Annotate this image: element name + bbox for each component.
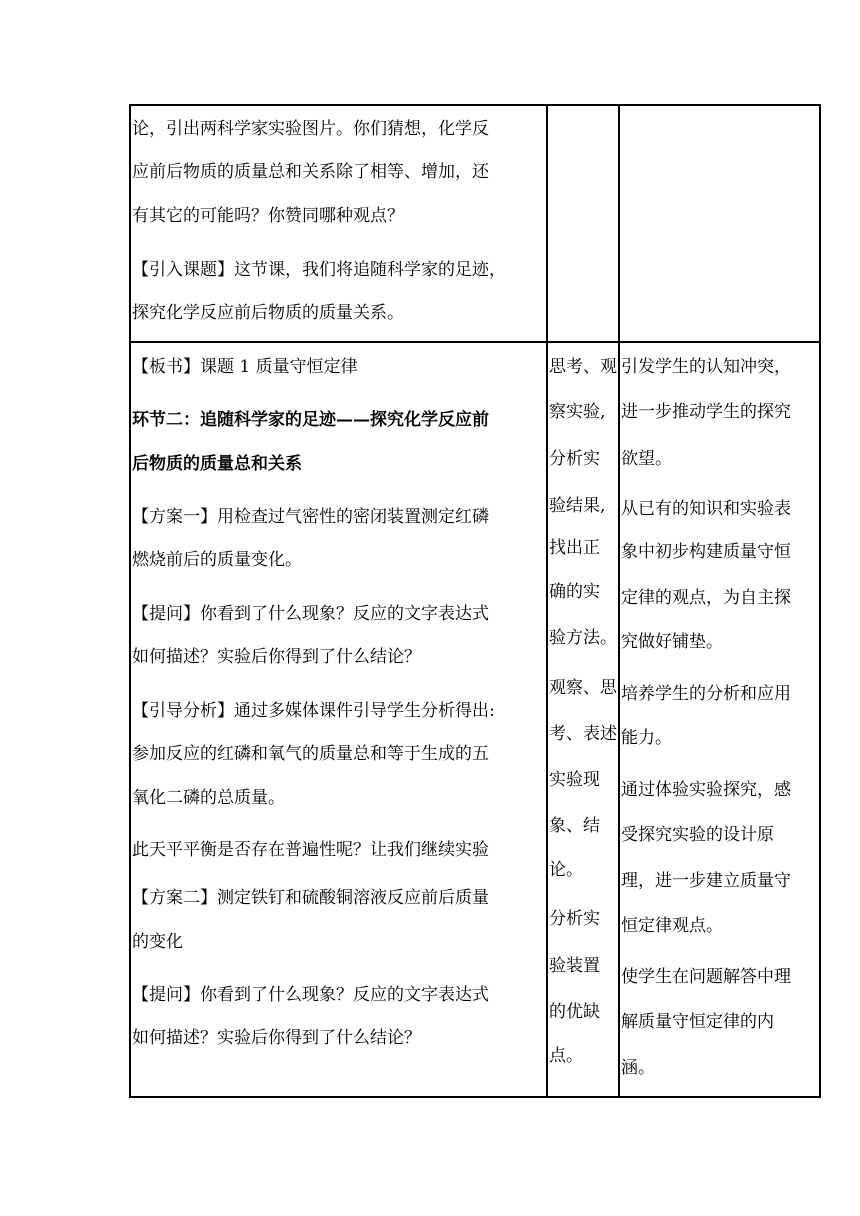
table-border-right [819, 104, 821, 1098]
column-divider-1 [546, 104, 548, 1098]
row-divider [129, 341, 821, 343]
row2-content-line: 燃烧前后的质量变化。 [132, 550, 302, 570]
table-border-bottom [129, 1096, 821, 1098]
row2-content-line: 【板书】课题 1 质量守恒定律 [132, 357, 358, 377]
student-activity-line: 观察、思 [549, 678, 617, 698]
design-intent-line: 引发学生的认知冲突， [621, 357, 791, 377]
row2-section-heading: 后物质的质量总和关系 [132, 454, 302, 474]
table-border-top [129, 104, 821, 106]
student-activity-line: 验结果, [549, 496, 606, 516]
row2-content-line: 如何描述？实验后你得到了什么结论？ [132, 647, 421, 667]
student-activity-line: 找出正 [549, 538, 600, 558]
row2-section-heading: 环节二：追随科学家的足迹——探究化学反应前 [132, 410, 489, 430]
row1-content-line: 探究化学反应前后物质的质量关系。 [132, 303, 404, 323]
row1-content-line: 应前后物质的质量总和关系除了相等、增加，还 [132, 162, 489, 182]
design-intent-line: 进一步推动学生的探究 [621, 402, 791, 422]
row2-content-line: 如何描述？实验后你得到了什么结论？ [132, 1028, 421, 1048]
row2-content-line: 参加反应的红磷和氧气的质量总和等于生成的五 [132, 744, 489, 764]
design-intent-line: 受探究实验的设计原 [621, 825, 774, 845]
student-activity-line: 分析实 [549, 909, 600, 929]
student-activity-line: 实验现 [549, 770, 600, 790]
student-activity-line: 象、结 [549, 816, 600, 836]
row2-content-line: 【提问】你看到了什么现象？反应的文字表达式 [132, 604, 489, 624]
table-border-left [129, 104, 131, 1098]
design-intent-line: 从已有的知识和实验表 [621, 499, 791, 519]
row2-content-line: 【提问】你看到了什么现象？反应的文字表达式 [132, 985, 489, 1005]
design-intent-line: 定律的观点，为自主探 [621, 588, 791, 608]
design-intent-line: 使学生在问题解答中理 [621, 967, 791, 987]
row2-content-line: 此天平平衡是否存在普遍性呢？让我们继续实验 [132, 840, 489, 860]
design-intent-line: 象中初步构建质量守恒 [621, 542, 791, 562]
student-activity-line: 验装置 [549, 956, 600, 976]
design-intent-line: 涵。 [621, 1058, 655, 1078]
row2-content-line: 【方案一】用检查过气密性的密闭装置测定红磷 [132, 507, 489, 527]
student-activity-line: 验方法。 [549, 628, 617, 648]
column-divider-2 [618, 104, 620, 1098]
student-activity-line: 分析实 [549, 449, 600, 469]
row1-content-line: 有其它的可能吗？你赞同哪种观点？ [132, 206, 404, 226]
row2-content-line: 氧化二磷的总质量。 [132, 788, 285, 808]
student-activity-line: 确的实 [549, 582, 600, 602]
design-intent-line: 恒定律观点。 [621, 916, 723, 936]
student-activity-line: 考、表述 [549, 724, 617, 744]
row1-content-line: 论，引出两科学家实验图片。你们猜想，化学反 [132, 119, 489, 139]
row2-content-line: 【引导分析】通过多媒体课件引导学生分析得出: [132, 701, 495, 721]
row1-content-line: 【引入课题】这节课，我们将追随科学家的足迹， [132, 260, 506, 280]
lesson-plan-table [129, 104, 821, 1098]
design-intent-line: 解质量守恒定律的内 [621, 1012, 774, 1032]
design-intent-line: 培养学生的分析和应用 [621, 684, 791, 704]
student-activity-line: 论。 [549, 860, 583, 880]
design-intent-line: 能力。 [621, 728, 672, 748]
student-activity-line: 的优缺 [549, 1002, 600, 1022]
row2-content-line: 的变化 [132, 932, 183, 952]
student-activity-line: 点。 [549, 1046, 583, 1066]
student-activity-line: 察实验, [549, 402, 606, 422]
design-intent-line: 欲望。 [621, 449, 672, 469]
design-intent-line: 究做好铺垫。 [621, 632, 723, 652]
student-activity-line: 思考、观 [549, 357, 617, 377]
row2-content-line: 【方案二】测定铁钉和硫酸铜溶液反应前后质量 [132, 888, 489, 908]
design-intent-line: 通过体验实验探究，感 [621, 780, 791, 800]
design-intent-line: 理，进一步建立质量守 [621, 871, 791, 891]
